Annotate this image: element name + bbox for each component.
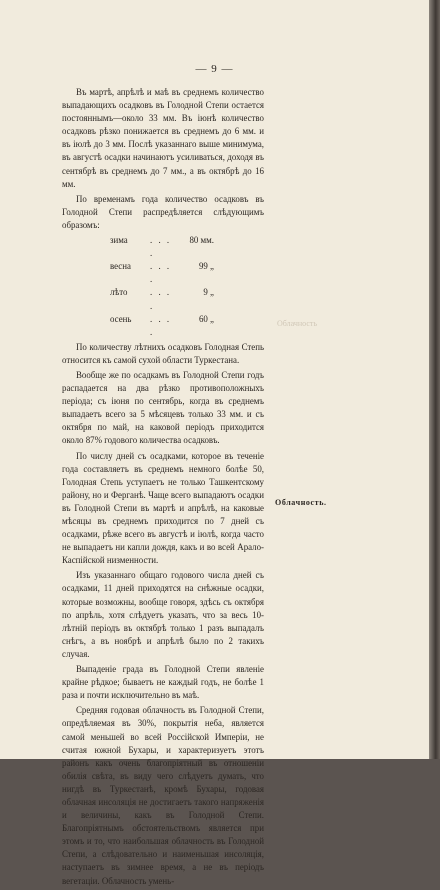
season-row — [110, 313, 264, 339]
leader-dots: . . . . — [150, 287, 172, 311]
paragraph: По количеству лѣтнихъ осадковъ Голодная Степь относится къ самой сухой области Туркестана. — [62, 341, 264, 365]
season-row — [110, 286, 264, 312]
season-value: 9 „ — [203, 287, 214, 298]
leader-dots: . . . . — [150, 313, 172, 337]
season-name: зима — [110, 235, 128, 246]
paragraph: Вообще же по осадкамъ въ Голодной Степи годъ распадается на два рѣзко противоположныхъ періода; съ іюня по сентябрь, когда въ среднемъ выпадаетъ всего за 5 мѣсяцевъ только 33 мм. и съ октября по май, на каковой періодъ приходится около 87% годового количества осадковъ. — [62, 369, 264, 446]
leader-dots: . . . . — [150, 261, 172, 285]
season-name: осень — [110, 313, 132, 324]
paragraph: Въ мартѣ, апрѣлѣ и маѣ въ среднемъ количество выпадающихъ осадковъ въ Голодной Степи остается постояннымъ—около 33 мм. Въ іюнѣ количество осадковъ рѣзко понижается въ среднемъ до 6 мм. и въ іюлѣ до 3 мм. Послѣ указаннаго выше минимума, въ августѣ осадки начинаютъ усиливаться, доходя въ сентябрѣ въ среднемъ до 7 мм., а въ октябрѣ до 16 мм. — [62, 87, 264, 189]
paragraph: По числу дней съ осадками, которое въ теченіе года составляетъ въ среднемъ немного болѣе 50, Голодная Степь уступаетъ не только Ташкентскому району, но и Ферганѣ. Чаще всего выпадаютъ осадки въ Голодной Степи въ мартѣ и апрѣлѣ, на каковые мѣсяцы въ среднемъ приходится по 7 дней съ осадками, рѣже всего въ августѣ и іюлѣ, когда часто не выпадаетъ ни капли дождя, какъ и во всей Арало-Каспійской низменности. — [62, 450, 264, 566]
book-spine — [429, 0, 440, 759]
season-name: весна — [110, 261, 131, 272]
season-row — [110, 260, 264, 286]
leader-dots: . . . . — [150, 235, 172, 259]
marginal-heading: Облачность. — [275, 498, 327, 507]
page-number: — 9 — — [195, 63, 234, 75]
season-value: 60 „ — [198, 313, 214, 324]
paragraph: По временамъ года количество осадковъ въ Голодной Степи распредѣляется слѣдующимъ образомъ: — [62, 193, 264, 230]
paragraph: Изъ указаннаго общаго годового числа дней съ осадками, 11 дней приходятся на снѣжные осадки, которые возможны, вообще говоря, здѣсь съ октября по апрѣль, хотя слѣдуетъ указать, что за весь 10-лѣтній періодъ въ октябрѣ только 1 разъ выпадалъ снѣгъ, а въ ноябрѣ и апрѣлѣ было по 2 такихъ случая. — [62, 570, 264, 659]
paragraph: Средняя годовая облачность въ Голодной Степи, опредѣляемая въ 30%, покрытія неба, является самой меньшей во всей Россійской Имперіи, не считая южной Бухары, и характеризуетъ этотъ районъ какъ очень благопріятный въ отношеніи обилія свѣта, въ виду чего слѣдуетъ думать, что нигдѣ въ Туркестанѣ, кромѣ Бухары, годовая облачная инсоляція не достигаетъ такого напряженія и величины, какъ въ Голодной Степи. Благопріятнымъ обстоятельствомъ является при этомъ и то, что наибольшая облачность въ Голодной Степи, а слѣдовательно и наименьшая инсоляція, наступаетъ въ зимнее время, а не въ періодъ вегетаціи. Облачность умень- — [62, 705, 264, 886]
season-name: лѣто — [110, 287, 128, 298]
seasonal-precipitation-list — [110, 234, 264, 339]
bleed-through-text: Облачность — [277, 319, 318, 328]
season-row — [110, 234, 264, 260]
season-value: 99 „ — [198, 261, 214, 272]
paragraph: Выпаденіе града въ Голодной Степи явленіе крайне рѣдкое; бываетъ не каждый годъ, не болѣе 1 раза и почти исключительно въ маѣ. — [62, 664, 264, 701]
body-text — [62, 86, 264, 890]
season-value: 80 мм. — [189, 235, 214, 246]
